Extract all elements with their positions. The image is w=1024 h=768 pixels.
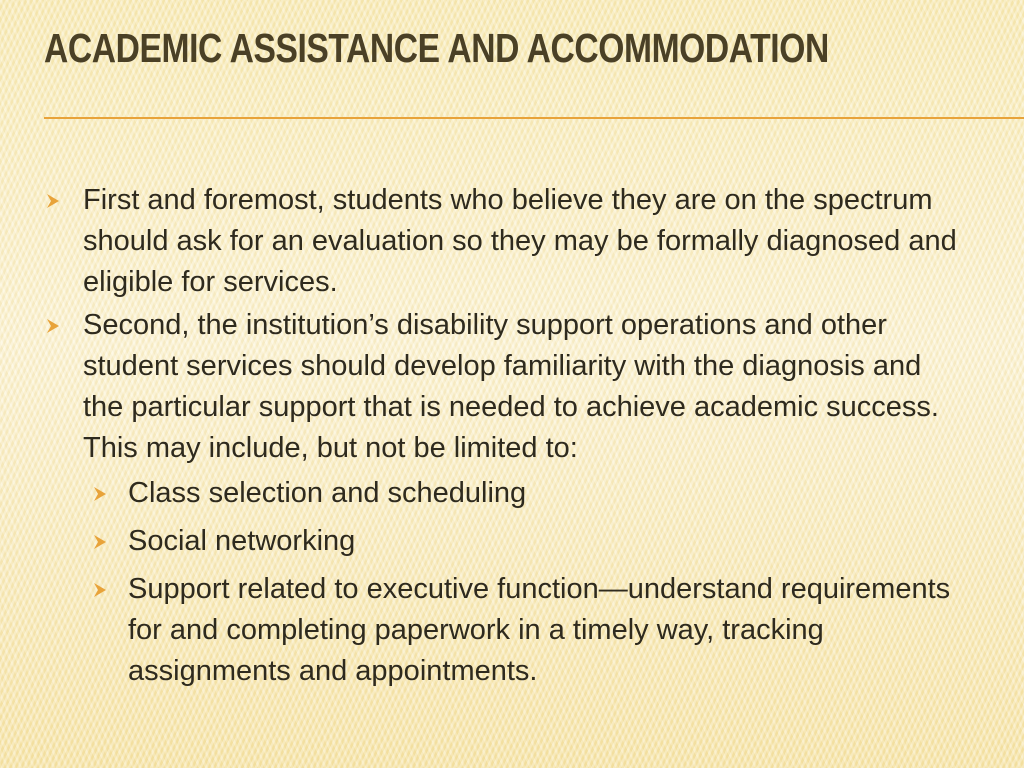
arrowhead-bullet-icon (93, 582, 107, 598)
arrowhead-bullet-icon (93, 534, 107, 550)
list-item-text: First and foremost, students who believe they are on the spectrum should ask for an evaluation so they may be formally diagnosed and eligible for services. (83, 184, 957, 298)
arrowhead-bullet-icon (46, 318, 60, 334)
sub-list-item-text: Social networking (128, 525, 356, 557)
title-divider-line (44, 117, 1024, 119)
list-item (44, 305, 964, 692)
bullet-list (44, 180, 964, 699)
sub-list-item (83, 521, 964, 562)
sub-list-item (83, 473, 964, 514)
sub-bullet-list (83, 473, 964, 692)
sub-list-item-text: Class selection and scheduling (128, 477, 527, 509)
slide-title: ACADEMIC ASSISTANCE AND ACCOMMODATION (44, 25, 829, 71)
list-item-text: Second, the institution’s disability support operations and other student services should develop familiarity with the diagnosis and the particular support that is needed to achieve academic success. This may include, but not be limited to: (83, 309, 939, 464)
list-item (44, 180, 964, 303)
sub-list-item (83, 569, 964, 692)
sub-list-item-text: Support related to executive function—understand requirements for and completing paperwork in a timely way, tracking assignments and appointments. (128, 573, 951, 687)
arrowhead-bullet-icon (46, 193, 60, 209)
arrowhead-bullet-icon (93, 486, 107, 502)
